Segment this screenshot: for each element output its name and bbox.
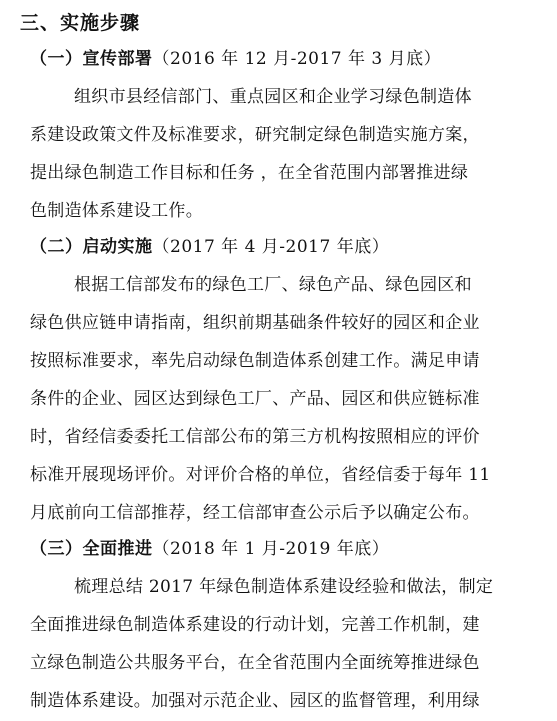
paragraph-line: 时，省经信委委托工信部公布的第三方机构按照相应的评价: [30, 427, 480, 447]
subsection-label: （二）启动实施: [30, 237, 153, 257]
paragraph-line: 全面推进绿色制造体系建设的行动计划，完善工作机制，建: [30, 615, 480, 635]
subsection-label: （三）全面推进: [30, 539, 153, 559]
subsection-title-1: [30, 44, 441, 69]
subsection-period: （2016 年 12 月-2017 年 3 月底）: [152, 49, 442, 69]
subsection-period: （2017 年 4 月-2017 年底）: [152, 237, 390, 257]
paragraph-line: 月底前向工信部推荐，经工信部审查公示后予以确定公布。: [30, 503, 480, 523]
paragraph-line: 绿色供应链申请指南，组织前期基础条件较好的园区和企业: [30, 313, 480, 333]
paragraph-line: 制造体系建设。加强对示范企业、园区的监督管理，利用绿: [30, 691, 480, 711]
paragraph-line: 色制造体系建设工作。: [30, 201, 203, 221]
paragraph-line: 按照标准要求，率先启动绿色制造体系创建工作。满足申请: [30, 351, 480, 371]
paragraph-line: 梳理总结 2017 年绿色制造体系建设经验和做法，制定: [74, 577, 494, 597]
subsection-label: （一）宣传部署: [30, 49, 153, 69]
subsection-title-2: [30, 232, 389, 257]
paragraph-line: 组织市县经信部门、重点园区和企业学习绿色制造体: [74, 87, 472, 107]
subsection-title-3: [30, 534, 389, 559]
paragraph-line: 根据工信部发布的绿色工厂、绿色产品、绿色园区和: [74, 275, 472, 295]
paragraph-line: 标准开展现场评价。对评价合格的单位，省经信委于每年 11: [30, 465, 491, 485]
section-heading: 三、实施步骤: [20, 12, 141, 34]
subsection-period: （2018 年 1 月-2019 年底）: [152, 539, 390, 559]
paragraph-line: 立绿色制造公共服务平台，在全省范围内全面统筹推进绿色: [30, 653, 480, 673]
paragraph-line: 系建设政策文件及标准要求，研究制定绿色制造实施方案，: [30, 125, 480, 145]
paragraph-line: 提出绿色制造工作目标和任务 ，在全省范围内部署推进绿: [30, 163, 469, 183]
paragraph-line: 条件的企业、园区达到绿色工厂、产品、园区和供应链标准: [30, 389, 480, 409]
